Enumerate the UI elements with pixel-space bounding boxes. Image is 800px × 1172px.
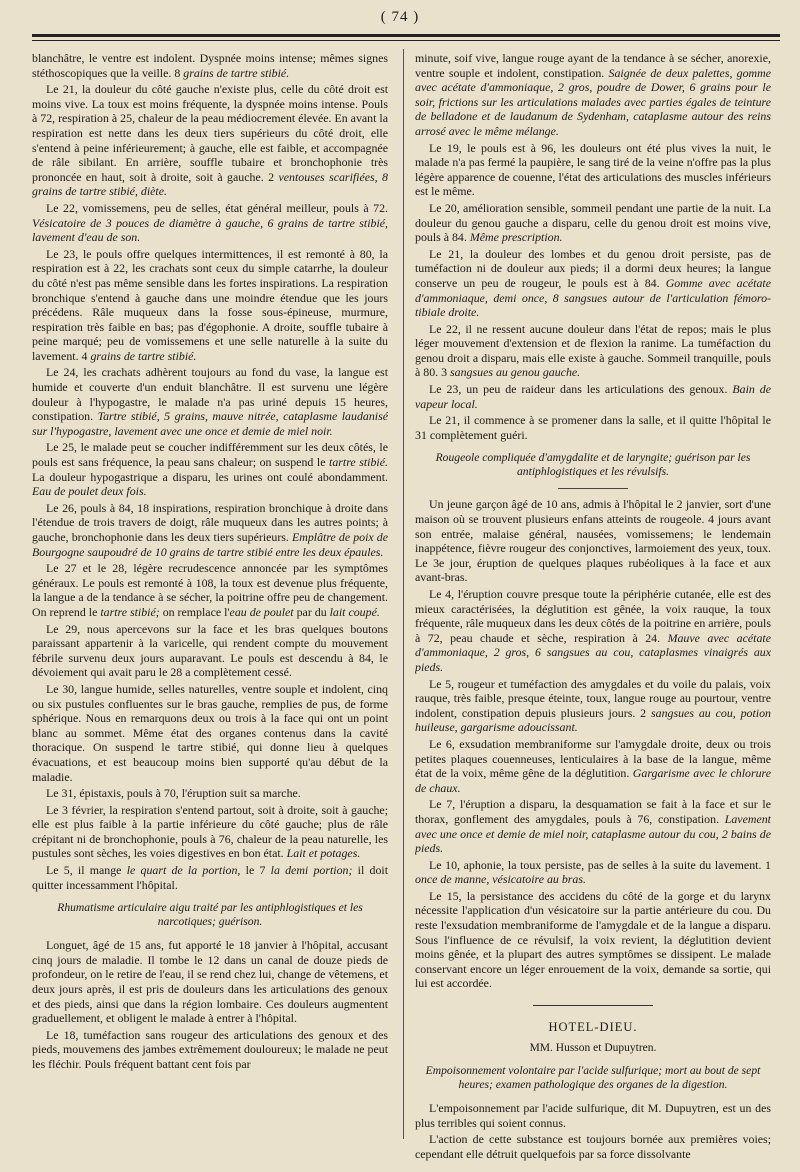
section-rule: [533, 1005, 653, 1006]
header-rule-thick: [32, 34, 780, 37]
paragraph: Le 3 février, la respiration s'entend partout, soit à droite, soit à gauche; elle est plus faible à la partie inférieure du côté gauche; plus de râle crépitant ni de bronchophonie, pouls à 76, chaleur de la peau naturelle, les pustules sont sèches, les voies digestives en bon état. Lait et potages.: [32, 802, 388, 861]
paragraph: Le 18, tuméfaction sans rougeur des articulations des genoux et des pieds, mouvemens des jambes extrêmement douloureux; le malade ne peut les fléchir. Pouls fréquent battant cent fois par: [32, 1027, 388, 1071]
paragraph: Le 31, épistaxis, pouls à 70, l'éruption suit sa marche.: [46, 786, 301, 801]
section-title: Empoisonnement volontaire par l'acide sulfurique; mort au bout de sept heures; examen pathologique des organes de la digestion.: [425, 1064, 761, 1092]
paragraph: Le 4, l'éruption couvre presque toute la périphérie cutanée, elle est des mieux caractérisées, la déglutition est gênée, la voix rauque, la toux fréquente, râle muqueux dans les deux côtés de la poitrine en arrière, pouls à 72, peau chaude et sèche, respiration à 24. Mauve avec acétate d'ammoniaque, 2 gros, 6 sangsues au cou, cataplasmes vinaigrés aux pieds.: [415, 587, 771, 674]
column-divider: [403, 49, 404, 1139]
paragraph: Le 15, la persistance des accidens du côté de la gorge et du larynx nécessite l'application d'un vésicatoire sur la partie antérieure du cou. Du reste l'exsudation membraniforme de l'amygdale et de la langue a disparu. Sous l'influence de ce révulsif, la voix revient, la déglutition devient moins gênée, et la plupart des autres symptômes se dissipent. Le malade conservant encore un léger enrouement de la voix, demande sa sortie, qui lui est accordée.: [415, 888, 771, 991]
section-title: Rougeole compliquée d'amygdalite et de laryngite; guérison par les antiphlogistiques et les révulsifs.: [435, 451, 751, 479]
paragraph: Le 26, pouls à 84, 18 inspirations, respiration bronchique à droite dans l'étendue de trois travers de doigt, râle muqueux dans les autres points; à gauche, bronchophonie dans les deux tiers supérieurs. Emplâtre de poix de Bourgogne saupoudré de 10 grains de tartre stibié entre les deux épaules.: [32, 500, 388, 559]
paragraph: Un jeune garçon âgé de 10 ans, admis à l'hôpital le 2 janvier, sort d'une maison où se trouvent plusieurs enfans atteints de rougeole. 4 jours avant son entrée, malaise général, nausées, vomissemens; le lendemain inappétence, fièvre rougeur des conjonctives, larmoiement des yeux, toux. Le 3e jour, éruption de quelques plaques rubéoliques à la face et aux avant-bras.: [415, 497, 771, 585]
paragraph: Le 5, il mange le quart de la portion, le 7 la demi portion; il doit quitter incessamment l'hôpital.: [32, 863, 388, 892]
paragraph: Le 27 et le 28, légère recrudescence annoncée par les symptômes généraux. Le pouls est remonté à 108, la toux est devenue plus fréquente, la langue a de la tendance à se sécher, la poitrine offre peu de changement. On reprend le tartre stibié; on remplace l'eau de poulet par du lait coupé.: [32, 561, 388, 619]
paragraph: blanchâtre, le ventre est indolent. Dyspnée moins intense; mêmes signes stéthoscopiques que la veille. 8 grains de tartre stibié.: [32, 51, 388, 80]
paragraph: Le 20, amélioration sensible, sommeil pendant une partie de la nuit. La douleur du genou gauche a disparu, celle du genou droit est moins vive, pouls à 84. Même prescription.: [415, 200, 771, 245]
paragraph: Le 25, le malade peut se coucher indifféremment sur les deux côtés, le pouls est sans fréquence, la peau sans chaleur; on suspend le tartre stibié. La douleur hypogastrique a disparu, les urines ont coulé abondamment. Eau de poulet deux fois.: [32, 440, 388, 499]
page-number: ( 74 ): [380, 9, 420, 25]
paragraph: Le 21, la douleur du côté gauche n'existe plus, celle du côté droit est moins vive. La toux est moins fréquente, la dyspnée moins intense. Pouls à 72, respiration à 25, chaleur de la peau médiocrement élevée. En avant la respiration est nette dans les deux tiers supérieurs du côté droit, elle s'entend à peine inférieurement; à gauche, elle est faible, et accompagnée de râle sibilant. En arrière, souffle tubaire et bronchophonie très prononcée en haut, soit à droite, soit à gauche. 2 ventouses scarifiées, 8 grains de tartre stibié, diète.: [32, 82, 388, 199]
paragraph: Longuet, âgé de 15 ans, fut apporté le 18 janvier à l'hôpital, accusant cinq jours de maladie. Il tombe le 12 dans un canal de douze pieds de profondeur, on le retire de l'eau, il se rend chez lui, change de vêtemens, et deux jours après, il est pris de douleurs dans les articulations des genoux et des pieds, ainsi que dans la région lombaire. Ces douleurs augmentent graduellement, et obligent le malade à entrer à l'hôpital.: [32, 938, 388, 1026]
paragraph: L'action de cette substance est toujours bornée aux premières voies; cependant elle détruit quelquefois par sa force dissolvante: [415, 1132, 771, 1161]
paragraph: minute, soif vive, langue rouge ayant de la tendance à se sécher, anorexie, ventre souple et indolent, constipation. Saignée de deux palettes, gomme avec acétate d'ammoniaque, 2 gros, poudre de Dower, 6 grains pour le soir, frictions sur les articulations malades avec parties égales de teinture de belladone et de laudanum de Sydenham, cataplasme autour des reins arrosé avec le même mélange.: [415, 51, 771, 138]
paragraph: Le 23, un peu de raideur dans les articulations des genoux. Bain de vapeur local.: [415, 382, 771, 411]
paragraph: Le 29, nous apercevons sur la face et les bras quelques boutons paraissant appartenir à la varicelle, qui rendent compte du mouvement fébrile survenu deux jours auparavant. Le pouls est descendu à 84, le dévoiement qui avait paru le 28 a complètement cessé.: [32, 621, 388, 680]
physicians-line: MM. Husson et Dupuytren.: [529, 1041, 657, 1054]
paragraph: Le 22, vomissemens, peu de selles, état général meilleur, pouls à 72. Vésicatoire de 3 pouces de diamètre à gauche, 6 grains de tartre stibié, lavement d'eau de son.: [32, 200, 388, 245]
right-column: [415, 51, 771, 1166]
paragraph: Le 6, exsudation membraniforme sur l'amygdale droite, deux ou trois petites plaques couenneuses, lenticulaires à la base de la langue, même état de la voix, même gêne de la déglutition. Gargarisme avec le chlorure de chaux.: [415, 736, 771, 795]
paragraph: Le 23, le pouls offre quelques intermittences, il est remonté à 80, la respiration est à 22, les crachats sont ceux du simple catarrhe, la douleur du côté n'est pas même sensible dans les fortes inspirations. La respiration bronchique s'entend à gauche dans une moindre étendue que les jours précédens. Râle muqueux dans la fosse sous-épineuse, murmure, respiration très faible en bas; pas d'égophonie. A droite, souffle tubaire à peine marqué; peu de vomissemens et une selle naturelle à la suite du lavement. 4 grains de tartre stibié.: [32, 246, 388, 363]
paragraph: Le 10, aphonie, la toux persiste, pas de selles à la suite du lavement. 1 once de manne, vésicatoire au bras.: [415, 857, 771, 887]
paragraph: Le 24, les crachats adhèrent toujours au fond du vase, la langue est humide et couverte d'un enduit blanchâtre. Il est survenu une légère douleur à l'hypogastre, le malade n'a pas uriné depuis 15 heures, constipation. Tartre stibié, 5 grains, mauve nitrée, cataplasme laudanisé sur l'hypogastre, lavement avec une once et demie de miel noir.: [32, 365, 388, 438]
paragraph: Le 19, le pouls est à 96, les douleurs ont été plus vives la nuit, le malade n'a pas fermé la paupière, le sang tiré de la veine n'offre pas la plus légère apparence de couenne, l'état des articulations des muscles inférieurs est le même.: [415, 140, 771, 199]
paragraph: Le 22, il ne ressent aucune douleur dans l'état de repos; mais le plus léger mouvement d'extension et de flexion la ranime. La tuméfaction du genou droit a disparu, mais elle existe à gauche. Sommeil tranquille, pouls à 80. 3 sangsues au genou gauche.: [415, 321, 771, 380]
paragraph: Le 30, langue humide, selles naturelles, ventre souple et indolent, cinq ou six pustules confluentes sur le bras gauche, remplies de pus, de forme sphérique. Nous en remarquons deux ou trois à la face qui ont un point blanc au sommet. Même état des organes contenus dans la cavité thoracique. On suspend le tartre stibié, qui donne lieu à quelques évacuations, et est beaucoup moins bien supporté qu'au début de la maladie.: [32, 681, 388, 784]
paragraph: Le 21, il commence à se promener dans la salle, et il quitte l'hôpital le 31 complètement guéri.: [415, 413, 771, 442]
paragraph: L'empoisonnement par l'acide sulfurique, dit M. Dupuytren, est un des plus terribles qui soient connus.: [415, 1101, 771, 1130]
section-title: Rhumatisme articulaire aigu traité par les antiphlogistiques et les narcotiques; guérison.: [57, 901, 363, 929]
left-column: [32, 51, 388, 1166]
separator: [558, 488, 628, 489]
header-rule-thin: [32, 40, 780, 41]
paragraph: Le 21, la douleur des lombes et du genou droit persiste, pas de tuméfaction ni de douleur aux pieds; il a dormi deux heures; la langue conserve un peu de rougeur, le pouls est à 84. Gomme avec acétate d'ammoniaque, demi once, 8 sangsues autour de l'articulation fémoro-tibiale droite.: [415, 246, 771, 320]
hospital-heading: HOTEL-DIEU.: [548, 1020, 638, 1035]
paragraph: Le 5, rougeur et tuméfaction des amygdales et du voile du palais, voix rauque, très faible, presque éteinte, toux, langue rouge au pourtour, ventre indolent, constipation depuis plusieurs jours. 2 sangsues au cou, potion huileuse, gargarisme adoucissant.: [415, 676, 771, 735]
paragraph: Le 7, l'éruption a disparu, la desquamation se fait à la face et sur le thorax, gonflement des amygdales, pouls à 76, constipation. Lavement avec une once et demie de miel noir, cataplasme autour du cou, 2 bains de pieds.: [415, 797, 771, 856]
